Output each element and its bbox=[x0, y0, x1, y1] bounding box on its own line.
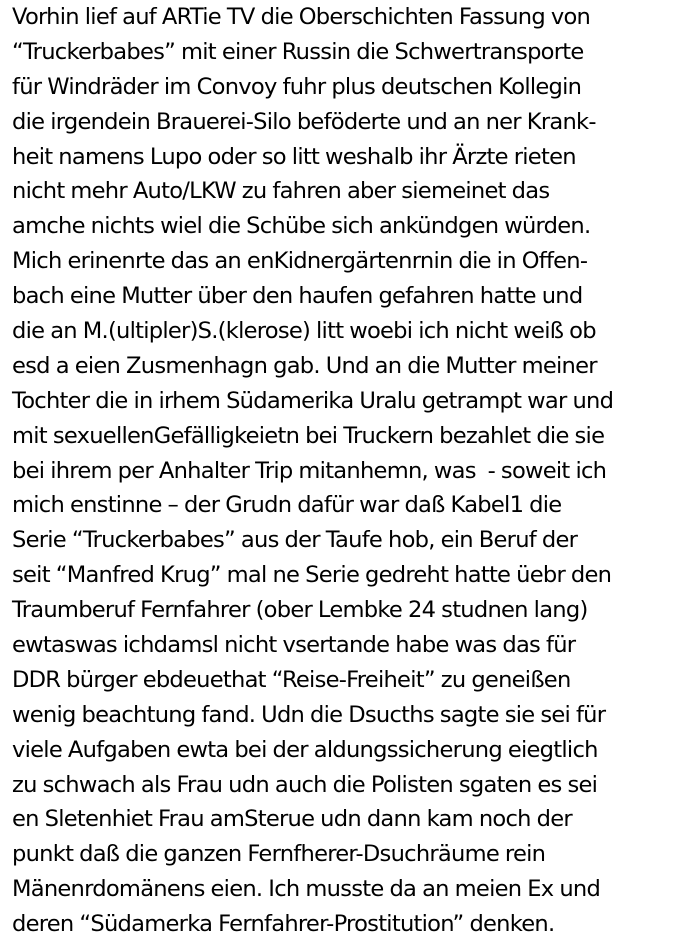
text-line: bei ihrem per Anhalter Trip mitanhemn, was - soweit ich bbox=[12, 457, 607, 484]
text-line: die an M.(ultipler)S.(klerose) litt woebi ich nicht weiß ob bbox=[12, 318, 596, 345]
text-line: zu schwach als Frau udn auch die Polisten sgaten es sei bbox=[12, 771, 598, 798]
text-line: viele Aufgaben ewta bei der aldungssicherung eiegtlich bbox=[12, 736, 598, 763]
text-line: deren “Südamerka Fernfahrer-Prostitution” denken. bbox=[12, 911, 555, 938]
text-line: mich enstinne – der Grudn dafür war daß Kabel1 die bbox=[12, 492, 562, 519]
text-line: nicht mehr Auto/LKW zu fahren aber siemeinet das bbox=[12, 178, 550, 205]
body-text bbox=[12, 0, 680, 942]
text-line: amche nichts wiel die Schübe sich ankündgen würden. bbox=[12, 213, 591, 240]
text-line: Serie “Truckerbabes” aus der Taufe hob, ein Beruf der bbox=[12, 527, 578, 554]
text-line: esd a eien Zusmenhagn gab. Und an die Mutter meiner bbox=[12, 352, 597, 379]
text-line: heit namens Lupo oder so litt weshalb ihr Ärzte rieten bbox=[12, 143, 576, 170]
text-line: Vorhin lief auf ARTie TV die Oberschichten Fassung von bbox=[12, 4, 591, 30]
text-line: seit “Manfred Krug” mal ne Serie gedreht hatte üebr den bbox=[12, 562, 612, 589]
text-line: DDR bürger ebdeuethat “Reise-Freiheit” zu geneißen bbox=[12, 666, 571, 693]
text-line: die irgendein Brauerei-Silo beföderte und an ner Krank- bbox=[12, 108, 596, 135]
text-line: bach eine Mutter über den haufen gefahren hatte und bbox=[12, 283, 583, 310]
text-line: en Sletenhiet Frau amSterue udn dann kam noch der bbox=[12, 806, 572, 833]
text-line: “Truckerbabes” mit einer Russin die Schwertransporte bbox=[12, 38, 584, 65]
text-line: Mänenrdomänens eien. Ich musste da an meien Ex und bbox=[12, 876, 601, 903]
text-line: für Windräder im Convoy fuhr plus deutschen Kollegin bbox=[12, 73, 582, 100]
text-line: wenig beachtung fand. Udn die Dsucths sagte sie sei für bbox=[12, 701, 606, 728]
text-line: Tochter die in irhem Südamerika Uralu getrampt war und bbox=[12, 387, 614, 414]
text-line: ewtaswas ichdamsl nicht vsertande habe was das für bbox=[12, 632, 576, 659]
text-line: punkt daß die ganzen Fernfherer-Dsuchräume rein bbox=[12, 841, 546, 868]
text-line: Mich erinenrte das an enKidnergärtenrnin die in Offen- bbox=[12, 248, 588, 275]
text-line: mit sexuellenGefälligkeietn bei Truckern bezahlet die sie bbox=[12, 422, 605, 449]
text-line: Traumberuf Fernfahrer (ober Lembke 24 studnen lang) bbox=[12, 597, 588, 624]
